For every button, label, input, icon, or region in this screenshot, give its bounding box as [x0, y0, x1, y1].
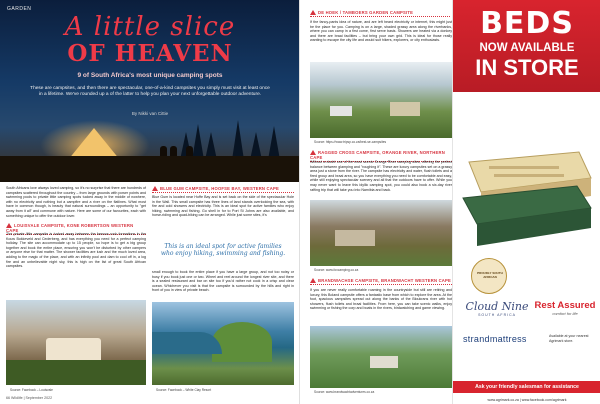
hill-illustration [212, 322, 272, 362]
pull-quote: This is an ideal spot for active families who enjoy hiking, swimming and fishing. [160, 243, 286, 258]
page-footer: 66 Wildlife | September 2022 [6, 396, 53, 400]
bed-image [459, 100, 595, 250]
proudly-sa-seal [471, 258, 507, 294]
advert-line2: NOW AVAILABLE [479, 42, 575, 54]
seal-text: PROUDLY SOUTH AFRICAN [477, 271, 503, 279]
article-title-line1: A little slice [64, 12, 236, 42]
rest-assured-sub: comfort for life [552, 311, 578, 316]
section-body: The private little campsite is tucked away between the famous rock formations in the Kouw Bokkeveld and Cederberg, and has everything you need for a perfect camping holiday. The site can accommodate up to 15 people, so hope is to get a big group together and book the entire place, ensuring you won't be disturbed by other campers or anyone else for that matter. The shower facilities are lush and the much loved area, adding to the magic of the place, and with an infinity pool and dam to cool off in, a log fire and an unbelievable night sky, this is high on the list of great South African campsites. [6, 232, 146, 269]
tent-icon [152, 186, 158, 191]
article-title-line2: OF HEAVEN [67, 40, 233, 67]
rest-assured-logo [533, 300, 597, 316]
section-body: small enough to book the entire place if you have a large group, and not too noisy or busy if you book just one or two. Wheel and reel around the longest river site, and there is a sealed restaurant and bar on site too if you'd rather not cook in a crisp and clear ocean. Whichever you visit is that the campsite is surrounded by the hills and right in front of you in view of private beach. [152, 270, 294, 293]
tent-illustration [330, 106, 352, 116]
section-body: Blue Gum is located near Hoffe Bay and is set back on the side of the spectacular Hole in the Wall. This small campsite has three lines of land stands overlooking the sea, with fire and cold showers and electricity. This is an ideal spot for active families who enjoy hiking, swimming and fishing. Go shell in for to Port St Johns are also available, and horse-riding and quad-biking can be arranged. While just some sites, it's [152, 195, 294, 218]
byline: By Nikki van Cittie [131, 111, 169, 116]
cloud-nine-sub: SOUTH AFRICA [478, 313, 516, 317]
photo-louisvale [6, 300, 146, 385]
section-heading: BRANDWACHSE CAMPSITE, BRANDWACHT WESTERN CAPE [310, 278, 452, 285]
hero-image [0, 0, 300, 182]
section-body: Without a doubt one of the most scenic Orange River camping sites, offering the perfect balance between glamping and "roughing it". These are luxury campsites set on a grassy area just a stone from the river. The campsite has electricity and water, flush toilets and a fired group and braai area, so you have everything you need to be comfortable and easy, while still enjoying spectacular scenery and all that the outdoors have to offer. While you may never want to leave this idyllic camping spot, you could also book a six-day river rafting trip that will take you into Namibia and back. [310, 160, 452, 192]
advert-url: www.agrimark.co.za | www.facebook.com/agrimark [487, 398, 567, 402]
cloud-nine-name: Cloud Nine [465, 300, 529, 313]
section-heading: BLUE GUM CAMPSITE, HOOFSE BAY, WESTERN CAPE [152, 186, 294, 193]
tent-illustration [370, 356, 398, 368]
advert-line3: IN STORE [475, 55, 579, 80]
rest-assured-name: Rest Assured [534, 300, 596, 311]
availability-note: Available at your nearest Agrimark store. [549, 334, 589, 343]
strandmattress-logo [463, 334, 543, 344]
photo-ragged-cross [310, 200, 452, 266]
tent-illustration [390, 102, 420, 116]
ground [0, 156, 300, 182]
section-heading: DE HOEK / TAMBOERS GARDEN CAMPSITE [310, 10, 450, 17]
photo-caption: Source: https://www.tripsp.co.za/best-se-campsites [314, 140, 387, 144]
photo-de-hoek [310, 62, 452, 138]
photo-brandwacht [310, 326, 452, 388]
section-body: If the fancy-pants idea of nature, and are left heard electricity or internet, this might just be the place for you. Camping is on a large, shaded grassy area along the riverbanks, where you can camp in a first come, first serve basis. Showers are heated via a donkey and there are braai facilities – but bring your own grid. This is ideal for those really wanting to escape the city life and would suit hikers, explorers, or city enthusiasts. [310, 20, 452, 43]
section-body: If you are never really comfortable roaming in the countryside but still are retiring and luxury, this Boland campsite offers a fantastic base from which to explore the area. At the foot, spacious campsites spread out along the banks of the Bloukrans river with hot showers, flush toilets and braai facilities. From here, you can take scenic walks, enjoy swimming or fishing the corp and boats in the rivers, birdwatching and game viewing. [310, 288, 452, 311]
tent-illustration [335, 230, 375, 246]
photo-caption: Source: Facebook – Louisvale [10, 388, 53, 392]
article-subtitle: 9 of South Africa's most unique camping spots [77, 72, 223, 79]
advert-cta: Ask your friendly salesman for assistance [453, 381, 600, 393]
advert-headline: BEDS [480, 6, 574, 41]
intro-paragraph: South Africans love always loved camping, so it's no surprise that there are hundreds of campsites scattered throughout the country – from large grounds with power points and swimming pools to private little camping spots tucked away in the middle of nowhere, with no electricity and nothing but a campfire and a river on the flatlines. What most have in common though, is beauty that natural surroundings – an opportunity to "get away from it all" and commune with nature. Here are some of our favourites, each with something unique to offer the outdoor lover. [6, 186, 146, 218]
article-intro: These are campsites, and then there are spectacular, one-of-a-kind campsites you simply must visit at least once in a lifetime. We've rounded up a of the latter to help you plan your next unforgettable outdoor adventure. [30, 86, 270, 98]
cloud-nine-logo [463, 300, 531, 317]
tree-silhouette [268, 126, 280, 160]
sea-illustration [152, 332, 222, 354]
section-tag: GARDEN [7, 6, 32, 12]
photo-caption: Source: www.brandwachtadventures.co.za [314, 390, 375, 394]
photo-blue-gum [152, 302, 294, 385]
tree-silhouette [232, 120, 244, 160]
greenery [6, 360, 146, 385]
section-heading: LOUISVALE CAMPSITE, KONE ROBERTSON WESTERN CAPE [6, 223, 146, 235]
advert-panel [452, 0, 600, 404]
section-heading: RAGGED CROSS CAMPSITE, ORANGE RIVER, NORTHERN CAPE [310, 150, 452, 162]
tent-icon [310, 10, 316, 15]
photo-caption: Source: Facebook – White Clay Resort [156, 388, 212, 392]
strandmattress-name: strandmattress [463, 334, 527, 344]
photo-caption: Source: www.foxcamping.co.za [314, 268, 359, 272]
tree-silhouette [192, 124, 204, 160]
tent-icon [310, 278, 316, 283]
